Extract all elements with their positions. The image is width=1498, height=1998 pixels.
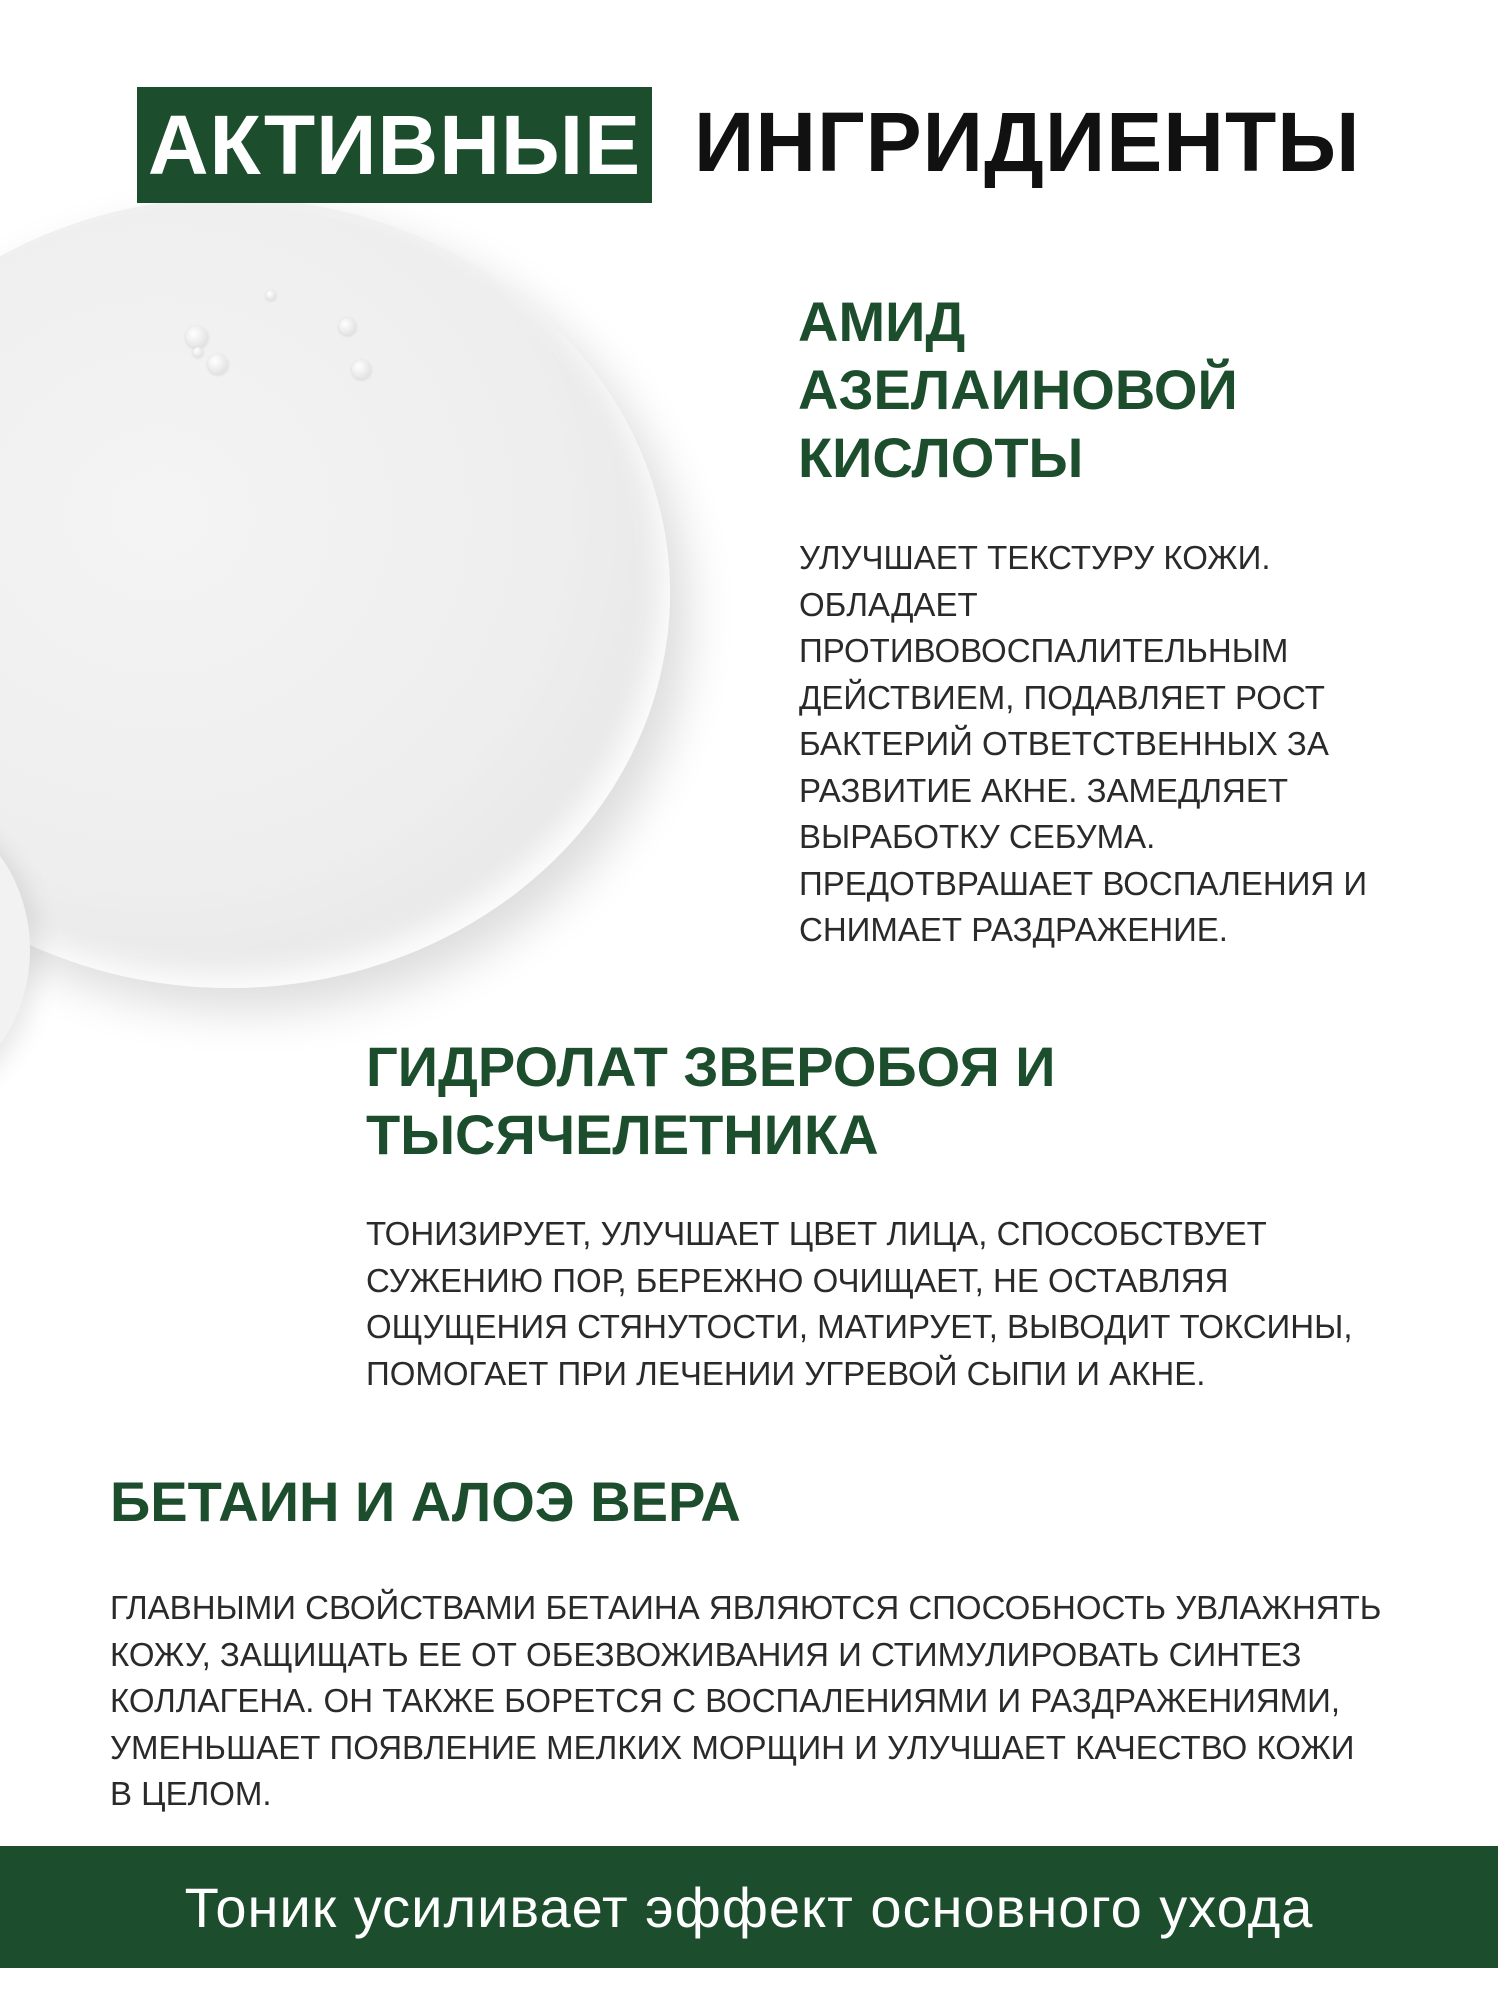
liquid-drop-image [0, 198, 670, 988]
title-rest: ИНГРИДИЕНТЫ [694, 95, 1361, 189]
body-line: СУЖЕНИЮ ПОР, БЕРЕЖНО ОЧИЩАЕТ, НЕ ОСТАВЛЯЯ [366, 1261, 1229, 1299]
bubble [186, 326, 208, 348]
heading-line: КИСЛОТЫ [798, 426, 1084, 489]
bubble [266, 290, 276, 300]
bubble [208, 354, 228, 374]
title-highlight: АКТИВНЫЕ [147, 98, 642, 192]
bubble [193, 347, 203, 357]
heading-line: ТЫСЯЧЕЛЕТНИКА [366, 1103, 879, 1166]
body-line: КОЛЛАГЕНА. ОН ТАКЖЕ БОРЕТСЯ С ВОСПАЛЕНИЯМИ И РАЗДРАЖЕНИЯМИ, [110, 1682, 1341, 1719]
body-line: ТОНИЗИРУЕТ, УЛУЧШАЕТ ЦВЕТ ЛИЦА, СПОСОБСТВУЕТ [366, 1215, 1267, 1252]
body-line: ПРЕДОТВРАШАЕТ ВОСПАЛЕНИЯ И [799, 864, 1368, 902]
section-3-heading [110, 1468, 741, 1536]
heading-line: АМИД [798, 290, 966, 353]
body-line: СНИМАЕТ РАЗДРАЖЕНИЕ. [799, 911, 1228, 948]
footer-text: Тоник усиливает эффект основного ухода [184, 1875, 1314, 1939]
body-line: ОЩУЩЕНИЯ СТЯНУТОСТИ, МАТИРУЕТ, ВЫВОДИТ ТОКСИНЫ, [366, 1308, 1353, 1345]
body-line: ПОМОГАЕТ ПРИ ЛЕЧЕНИИ УГРЕВОЙ СЫПИ И АКНЕ. [366, 1354, 1206, 1392]
section-2-heading [366, 1033, 1056, 1169]
bubble [339, 318, 356, 335]
section-2-body [366, 1211, 1353, 1397]
footer-banner [0, 1846, 1498, 1968]
bubble [352, 360, 371, 379]
title-highlight-box [137, 87, 652, 203]
body-line: В ЦЕЛОМ. [110, 1775, 272, 1812]
body-line: ДЕЙСТВИЕМ, ПОДАВЛЯЕТ РОСТ [799, 678, 1325, 716]
body-line: УЛУЧШАЕТ ТЕКСТУРУ КОЖИ. [799, 539, 1271, 576]
section-1-heading [798, 288, 1238, 492]
body-line: ОБЛАДАЕТ [799, 585, 978, 623]
section-1-body [799, 535, 1367, 954]
heading-line: ГИДРОЛАТ ЗВЕРОБОЯ И [366, 1035, 1056, 1098]
section-3-body [110, 1585, 1381, 1818]
body-line: КОЖУ, ЗАЩИЩАТЬ ЕЕ ОТ ОБЕЗВОЖИВАНИЯ И СТИМУЛИРОВАТЬ СИНТЕЗ [110, 1635, 1302, 1673]
body-line: БАКТЕРИЙ ОТВЕТСТВЕННЫХ ЗА [799, 725, 1329, 762]
body-line: ПРОТИВОВОСПАЛИТЕЛЬНЫМ [799, 632, 1289, 669]
body-line: ГЛАВНЫМИ СВОЙСТВАМИ БЕТАИНА ЯВЛЯЮТСЯ СПОСОБНОСТЬ УВЛАЖНЯТЬ [110, 1589, 1382, 1626]
body-line: ВЫРАБОТКУ СЕБУМА. [799, 818, 1156, 855]
heading-line: АЗЕЛАИНОВОЙ [798, 358, 1238, 421]
body-line: РАЗВИТИЕ АКНЕ. ЗАМЕДЛЯЕТ [799, 771, 1289, 809]
body-line: УМЕНЬШАЕТ ПОЯВЛЕНИЕ МЕЛКИХ МОРЩИН И УЛУЧШАЕТ КАЧЕСТВО КОЖИ [110, 1728, 1355, 1766]
heading-line: БЕТАИН И АЛОЭ ВЕРА [110, 1470, 741, 1533]
